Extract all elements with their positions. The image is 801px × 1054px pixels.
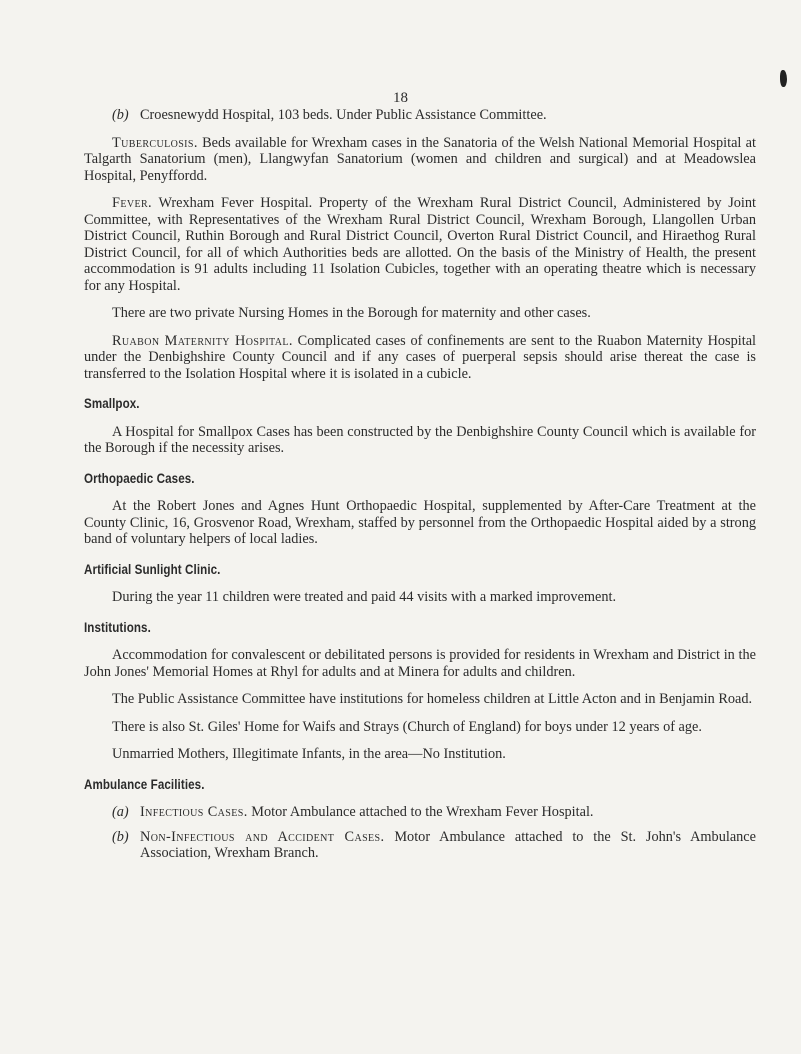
ink-blot: [780, 70, 787, 87]
fever-lead: Fever.: [112, 195, 153, 211]
ambulance-item-b: [112, 829, 756, 862]
ambulance-item-b-lead: Non-Infectious and Accident Cases.: [140, 828, 385, 845]
intro-label: (b): [112, 107, 129, 123]
sunlight-paragraph: During the year 11 children were treated and paid 44 visits with a marked improvement.: [112, 589, 617, 605]
ambulance-item-a-body: [140, 804, 756, 821]
institutions-heading: Institutions.: [84, 619, 151, 635]
sunlight-heading: Artificial Sunlight Clinic.: [84, 561, 221, 577]
orthopaedic-heading: Orthopaedic Cases.: [84, 470, 195, 486]
ambulance-heading: Ambulance Facilities.: [84, 776, 205, 792]
institutions-paragraph-4: Unmarried Mothers, Illegitimate Infants, in the area—No Institution.: [112, 746, 506, 762]
ambulance-item-a-lead: Infectious Cases.: [140, 804, 248, 820]
ambulance-item-b-label: (b): [112, 828, 129, 845]
fever-text: Wrexham Fever Hospital. Property of the Wrexham Rural District Council, Administered by Joint Committee, with Representatives of the Wrexham Rural District Council, Wrexham Borough, Llangollen Urban District Council, Ruthin Borough and Rural District Council, Overton Rural District Council, and Hiraethog Rural District Council, for all of which Authorities beds are allotted. On the basis of the Ministry of Health, the present accommodation is 91 adults including 11 Isolation Cubicles, together with an operating theatre which is necessary for any Hospital.: [84, 195, 756, 294]
orthopaedic-paragraph: At the Robert Jones and Agnes Hunt Orthopaedic Hospital, supplemented by After-Care Treatment at the County Clinic, 16, Grosvenor Road, Wrexham, staffed by personnel from the Orthopaedic Hospital aided by a strong band of voluntary helpers of local ladies.: [84, 498, 756, 547]
institutions-paragraph-1: Accommodation for convalescent or debilitated persons is provided for residents in Wrexham and District in the John Jones' Memorial Homes at Rhyl for adults and at Minera for adults and children.: [84, 647, 756, 680]
tuberculosis-paragraph: [84, 135, 756, 185]
fever-paragraph: [84, 195, 756, 294]
institutions-paragraph-3: There is also St. Giles' Home for Waifs and Strays (Church of England) for boys under 12 years of age.: [112, 718, 702, 735]
intro-text: Croesnewydd Hospital, 103 beds. Under Public Assistance Committee.: [140, 107, 547, 123]
tuberculosis-text: Beds available for Wrexham cases in the Sanatoria of the Welsh National Memorial Hospital at Talgarth Sanatorium (men), Llangwyfan Sanatorium (women and children and surgical) and at Meadowslea Hospital, Penyffordd.: [84, 134, 756, 184]
ambulance-item-b-text: Motor Ambulance attached to the St. John's Ambulance Association, Wrexham Branch.: [140, 828, 757, 861]
ruabon-lead: Ruabon Maternity Hospital.: [112, 332, 293, 349]
ruabon-text: Complicated cases of confinements are sent to the Ruabon Maternity Hospital under the Denbighshire County Council and if any cases of puerperal sepsis should arise thereat the case is transferred to the Isolation Hospital where it is isolated in a cubicle.: [84, 332, 757, 382]
ambulance-item-a-label: (a): [112, 804, 129, 820]
nursing-homes-paragraph: There are two private Nursing Homes in the Borough for maternity and other cases.: [112, 305, 591, 321]
smallpox-heading: Smallpox.: [84, 396, 140, 411]
ruabon-paragraph: [84, 333, 756, 383]
intro-item: [112, 107, 756, 124]
page-number: 18: [393, 90, 408, 106]
tuberculosis-lead: Tuberculosis.: [112, 134, 198, 151]
ambulance-item-a-text: Motor Ambulance attached to the Wrexham Fever Hospital.: [251, 804, 594, 820]
page-body: [84, 107, 756, 870]
ambulance-item-b-body: [140, 829, 756, 862]
smallpox-paragraph: A Hospital for Smallpox Cases has been constructed by the Denbighshire County Council which is available for the Borough if the necessity arises.: [84, 423, 756, 456]
ambulance-item-a: [112, 804, 756, 821]
institutions-paragraph-2: The Public Assistance Committee have institutions for homeless children at Little Acton and in Benjamin Road.: [112, 691, 753, 707]
